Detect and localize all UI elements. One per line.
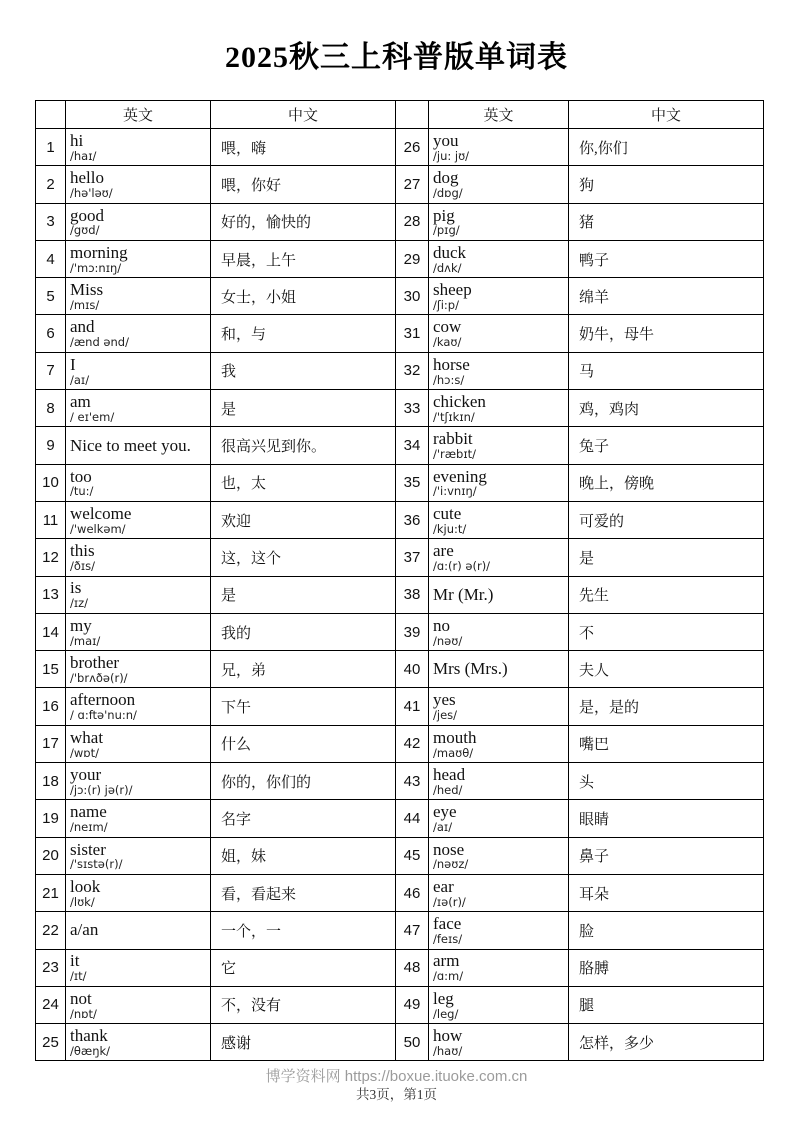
english-cell (429, 240, 569, 277)
word-table-body (36, 129, 764, 1061)
english-cell (66, 874, 211, 911)
row-number: 14 (36, 613, 66, 650)
english-cell (66, 651, 211, 688)
phonetic: /tu:/ (70, 484, 94, 499)
english-word: hi (70, 130, 84, 150)
header-number-right (396, 101, 429, 129)
english-word: your (70, 764, 102, 784)
chinese-meaning: 先生 (569, 576, 764, 613)
chinese-meaning: 下午 (211, 688, 396, 725)
phonetic: /nəʊ/ (433, 633, 463, 648)
phonetic: /hɔ:s/ (433, 372, 465, 387)
row-number: 46 (396, 874, 429, 911)
row-number: 4 (36, 240, 66, 277)
table-row (36, 986, 764, 1023)
english-word: Miss (70, 280, 104, 300)
row-number: 3 (36, 203, 66, 240)
english-word: pig (433, 205, 455, 225)
chinese-meaning: 胳膊 (569, 949, 764, 986)
english-word: head (433, 764, 466, 784)
table-row (36, 352, 764, 389)
watermark-text: 博学资料网 https://boxue.ituoke.com.cn (265, 1068, 528, 1086)
phonetic: /'welkəm/ (70, 521, 126, 536)
row-number: 22 (36, 912, 66, 949)
row-number: 7 (36, 352, 66, 389)
page-number-info: 共3页，第1页 (356, 1087, 437, 1103)
phonetic: /gʊd/ (70, 223, 100, 238)
table-row (36, 576, 764, 613)
english-cell (429, 613, 569, 650)
english-cell (429, 464, 569, 501)
english-cell (429, 763, 569, 800)
row-number: 48 (396, 949, 429, 986)
table-row (36, 278, 764, 315)
table-row (36, 240, 764, 277)
row-number: 10 (36, 464, 66, 501)
english-cell (66, 912, 211, 949)
phonetic: /ɑ:m/ (433, 969, 464, 984)
phonetic: /nəʊz/ (433, 857, 469, 872)
english-word: name (70, 802, 107, 822)
row-number: 28 (396, 203, 429, 240)
chinese-meaning: 感谢 (211, 1024, 396, 1061)
chinese-meaning: 鼻子 (569, 837, 764, 874)
english-word: it (70, 951, 80, 971)
english-word: am (70, 391, 91, 411)
chinese-meaning: 腿 (569, 986, 764, 1023)
english-cell (429, 986, 569, 1023)
english-cell (429, 166, 569, 203)
word-table (35, 100, 764, 1061)
row-number: 26 (396, 129, 429, 166)
english-word: brother (70, 653, 120, 673)
chinese-meaning: 奶牛，母牛 (569, 315, 764, 352)
word-table-header (36, 101, 764, 129)
chinese-meaning: 是 (211, 576, 396, 613)
english-word: welcome (70, 503, 132, 523)
row-number: 41 (396, 688, 429, 725)
phonetic: /dʌk/ (433, 260, 462, 275)
header-row (36, 101, 764, 129)
english-word: evening (433, 466, 487, 486)
english-word: a/an (70, 920, 99, 940)
english-cell (429, 874, 569, 911)
chinese-meaning: 你的，你们的 (211, 763, 396, 800)
english-cell (429, 203, 569, 240)
chinese-meaning: 喂，嗨 (211, 129, 396, 166)
phonetic: /maʊθ/ (433, 745, 474, 760)
table-row (36, 203, 764, 240)
english-cell (66, 986, 211, 1023)
phonetic: /pɪg/ (433, 223, 460, 238)
english-cell (66, 501, 211, 538)
phonetic: /ɪz/ (70, 596, 89, 611)
phonetic: /neɪm/ (70, 820, 108, 835)
chinese-meaning: 头 (569, 763, 764, 800)
english-word: mouth (433, 727, 477, 747)
english-word: ear (433, 876, 454, 896)
phonetic: /nɒt/ (70, 1006, 97, 1021)
phonetic: /'i:vnɪŋ/ (433, 484, 477, 499)
english-word: nose (433, 839, 465, 859)
english-cell (66, 725, 211, 762)
phonetic: /haɪ/ (70, 148, 97, 163)
chinese-meaning: 它 (211, 949, 396, 986)
english-word: my (70, 615, 92, 635)
table-row (36, 763, 764, 800)
row-number: 20 (36, 837, 66, 874)
phonetic: /mɪs/ (70, 297, 100, 312)
english-word: cute (433, 503, 462, 523)
row-number: 6 (36, 315, 66, 352)
table-row (36, 688, 764, 725)
english-word: and (70, 317, 95, 337)
english-word: dog (433, 168, 459, 188)
phonetic: /wɒt/ (70, 745, 99, 760)
page-footer (0, 1068, 793, 1104)
page-title: 2025秋三上科普版单词表 (225, 41, 568, 74)
english-cell (429, 912, 569, 949)
english-cell (66, 837, 211, 874)
row-number: 31 (396, 315, 429, 352)
phonetic: /'ræbɪt/ (433, 447, 477, 462)
row-number: 18 (36, 763, 66, 800)
row-number: 45 (396, 837, 429, 874)
english-cell (66, 800, 211, 837)
row-number: 29 (396, 240, 429, 277)
english-word: look (70, 876, 101, 896)
english-word: not (70, 988, 92, 1008)
english-cell (429, 800, 569, 837)
row-number: 47 (396, 912, 429, 949)
row-number: 37 (396, 539, 429, 576)
table-row (36, 539, 764, 576)
row-number: 11 (36, 501, 66, 538)
english-word: too (70, 466, 92, 486)
chinese-meaning: 早晨，上午 (211, 240, 396, 277)
english-cell (429, 278, 569, 315)
english-cell (429, 129, 569, 166)
english-cell (429, 352, 569, 389)
english-cell (429, 501, 569, 538)
phonetic: /aɪ/ (433, 820, 453, 835)
chinese-meaning: 马 (569, 352, 764, 389)
row-number: 9 (36, 427, 66, 464)
chinese-meaning: 你,你们 (569, 129, 764, 166)
row-number: 23 (36, 949, 66, 986)
row-number: 40 (396, 651, 429, 688)
row-number: 34 (396, 427, 429, 464)
table-row (36, 501, 764, 538)
chinese-meaning: 一个，一 (211, 912, 396, 949)
chinese-meaning: 和，与 (211, 315, 396, 352)
chinese-meaning: 很高兴见到你。 (211, 427, 396, 464)
english-word: is (70, 578, 82, 598)
table-row (36, 800, 764, 837)
english-cell (429, 651, 569, 688)
phonetic: / eɪ'em/ (70, 409, 115, 424)
table-row (36, 315, 764, 352)
english-cell (66, 763, 211, 800)
phonetic: /'sɪstə(r)/ (70, 857, 123, 872)
phonetic: /'brʌðə(r)/ (70, 670, 128, 685)
row-number: 44 (396, 800, 429, 837)
english-cell (429, 1024, 569, 1061)
english-word: thank (70, 1026, 108, 1046)
chinese-meaning: 欢迎 (211, 501, 396, 538)
row-number: 42 (396, 725, 429, 762)
row-number: 39 (396, 613, 429, 650)
phonetic: /jɔ:(r) jə(r)/ (70, 782, 133, 797)
chinese-meaning: 女士，小姐 (211, 278, 396, 315)
english-cell (66, 278, 211, 315)
row-number: 24 (36, 986, 66, 1023)
english-word: are (433, 541, 454, 561)
row-number: 21 (36, 874, 66, 911)
row-number: 25 (36, 1024, 66, 1061)
row-number: 30 (396, 278, 429, 315)
table-row (36, 166, 764, 203)
phonetic: /dɒg/ (433, 186, 463, 201)
chinese-meaning: 我的 (211, 613, 396, 650)
chinese-meaning: 姐，妹 (211, 837, 396, 874)
english-cell (66, 203, 211, 240)
header-chinese-left: 中文 (211, 101, 396, 129)
chinese-meaning: 好的，愉快的 (211, 203, 396, 240)
english-word: chicken (433, 391, 486, 411)
english-cell (66, 576, 211, 613)
chinese-meaning: 鸭子 (569, 240, 764, 277)
chinese-meaning: 耳朵 (569, 874, 764, 911)
table-row (36, 651, 764, 688)
row-number: 15 (36, 651, 66, 688)
english-cell (66, 166, 211, 203)
english-word: what (70, 727, 104, 747)
row-number: 2 (36, 166, 66, 203)
chinese-meaning: 怎样，多少 (569, 1024, 764, 1061)
english-word: rabbit (433, 429, 473, 449)
table-row (36, 874, 764, 911)
table-row (36, 613, 764, 650)
english-word: cow (433, 317, 462, 337)
chinese-meaning: 脸 (569, 912, 764, 949)
english-cell (66, 688, 211, 725)
english-word: you (433, 130, 459, 150)
header-english-left: 英文 (66, 101, 211, 129)
table-row (36, 464, 764, 501)
phonetic: /ɑ:(r) ə(r)/ (433, 559, 491, 574)
header-english-right: 英文 (429, 101, 569, 129)
english-cell (429, 539, 569, 576)
english-word: leg (433, 988, 454, 1008)
row-number: 49 (396, 986, 429, 1023)
chinese-meaning: 是 (569, 539, 764, 576)
english-cell (66, 539, 211, 576)
phonetic: /leg/ (433, 1006, 459, 1021)
chinese-meaning: 什么 (211, 725, 396, 762)
english-word: duck (433, 242, 467, 262)
chinese-meaning: 狗 (569, 166, 764, 203)
row-number: 5 (36, 278, 66, 315)
english-cell (429, 837, 569, 874)
english-word: morning (70, 242, 128, 262)
english-cell (66, 1024, 211, 1061)
english-cell (429, 725, 569, 762)
chinese-meaning: 看，看起来 (211, 874, 396, 911)
table-row (36, 1024, 764, 1061)
phonetic: /lʊk/ (70, 894, 95, 909)
english-word: arm (433, 951, 460, 971)
row-number: 27 (396, 166, 429, 203)
chinese-meaning: 我 (211, 352, 396, 389)
phonetic: /maɪ/ (70, 633, 101, 648)
english-word: Nice to meet you. (70, 435, 191, 455)
phonetic: /ɪt/ (70, 969, 87, 984)
english-word: face (433, 914, 462, 934)
english-cell (66, 464, 211, 501)
english-word: Mr (Mr.) (433, 584, 494, 604)
table-row (36, 837, 764, 874)
table-row (36, 949, 764, 986)
english-cell (66, 427, 211, 464)
chinese-meaning: 兄，弟 (211, 651, 396, 688)
phonetic: /θæŋk/ (70, 1043, 111, 1058)
english-cell (66, 949, 211, 986)
phonetic: /aɪ/ (70, 372, 90, 387)
table-row (36, 912, 764, 949)
english-word: this (70, 541, 95, 561)
chinese-meaning: 不，没有 (211, 986, 396, 1023)
chinese-meaning: 猪 (569, 203, 764, 240)
english-word: hello (70, 168, 104, 188)
phonetic: /ðɪs/ (70, 559, 96, 574)
phonetic: /hed/ (433, 782, 463, 797)
phonetic: /jes/ (433, 708, 458, 723)
table-row (36, 427, 764, 464)
table-row (36, 390, 764, 427)
chinese-meaning: 眼睛 (569, 800, 764, 837)
english-word: how (433, 1026, 463, 1046)
phonetic: /'tʃɪkɪn/ (433, 409, 475, 424)
chinese-meaning: 这，这个 (211, 539, 396, 576)
chinese-meaning: 嘴巴 (569, 725, 764, 762)
chinese-meaning: 鸡，鸡肉 (569, 390, 764, 427)
english-word: horse (433, 354, 470, 374)
phonetic: /kaʊ/ (433, 335, 462, 350)
table-row (36, 725, 764, 762)
english-word: good (70, 205, 104, 225)
phonetic: /ju: jʊ/ (433, 148, 470, 163)
chinese-meaning: 兔子 (569, 427, 764, 464)
chinese-meaning: 名字 (211, 800, 396, 837)
row-number: 12 (36, 539, 66, 576)
english-cell (429, 576, 569, 613)
chinese-meaning: 也，太 (211, 464, 396, 501)
english-cell (66, 390, 211, 427)
chinese-meaning: 可爱的 (569, 501, 764, 538)
english-word: Mrs (Mrs.) (433, 659, 508, 679)
row-number: 17 (36, 725, 66, 762)
phonetic: /hə'ləʊ/ (70, 186, 113, 201)
english-cell (429, 390, 569, 427)
chinese-meaning: 是，是的 (569, 688, 764, 725)
phonetic: /kju:t/ (433, 521, 467, 536)
english-word: I (70, 354, 76, 374)
row-number: 38 (396, 576, 429, 613)
english-cell (66, 352, 211, 389)
english-cell (66, 129, 211, 166)
phonetic: / ɑ:ftə'nu:n/ (70, 708, 137, 723)
english-word: sheep (433, 280, 472, 300)
row-number: 16 (36, 688, 66, 725)
phonetic: /ʃi:p/ (433, 297, 459, 312)
phonetic: /'mɔ:nɪŋ/ (70, 260, 122, 275)
header-chinese-right: 中文 (569, 101, 764, 129)
row-number: 50 (396, 1024, 429, 1061)
phonetic: /feɪs/ (433, 931, 463, 946)
row-number: 36 (396, 501, 429, 538)
chinese-meaning: 是 (211, 390, 396, 427)
english-cell (66, 613, 211, 650)
english-word: eye (433, 802, 457, 822)
english-word: sister (70, 839, 106, 859)
row-number: 35 (396, 464, 429, 501)
english-word: afternoon (70, 690, 136, 710)
row-number: 13 (36, 576, 66, 613)
row-number: 43 (396, 763, 429, 800)
row-number: 19 (36, 800, 66, 837)
row-number: 32 (396, 352, 429, 389)
english-cell (429, 949, 569, 986)
table-row (36, 129, 764, 166)
header-number-left (36, 101, 66, 129)
row-number: 1 (36, 129, 66, 166)
english-cell (66, 240, 211, 277)
chinese-meaning: 不 (569, 613, 764, 650)
english-word: yes (433, 690, 456, 710)
english-cell (429, 315, 569, 352)
english-cell (429, 427, 569, 464)
row-number: 33 (396, 390, 429, 427)
chinese-meaning: 晚上，傍晚 (569, 464, 764, 501)
row-number: 8 (36, 390, 66, 427)
chinese-meaning: 绵羊 (569, 278, 764, 315)
english-cell (429, 688, 569, 725)
chinese-meaning: 喂，你好 (211, 166, 396, 203)
english-cell (66, 315, 211, 352)
phonetic: /ɪə(r)/ (433, 894, 466, 909)
phonetic: /haʊ/ (433, 1043, 463, 1058)
phonetic: /ænd ənd/ (70, 335, 129, 350)
chinese-meaning: 夫人 (569, 651, 764, 688)
english-word: no (433, 615, 450, 635)
